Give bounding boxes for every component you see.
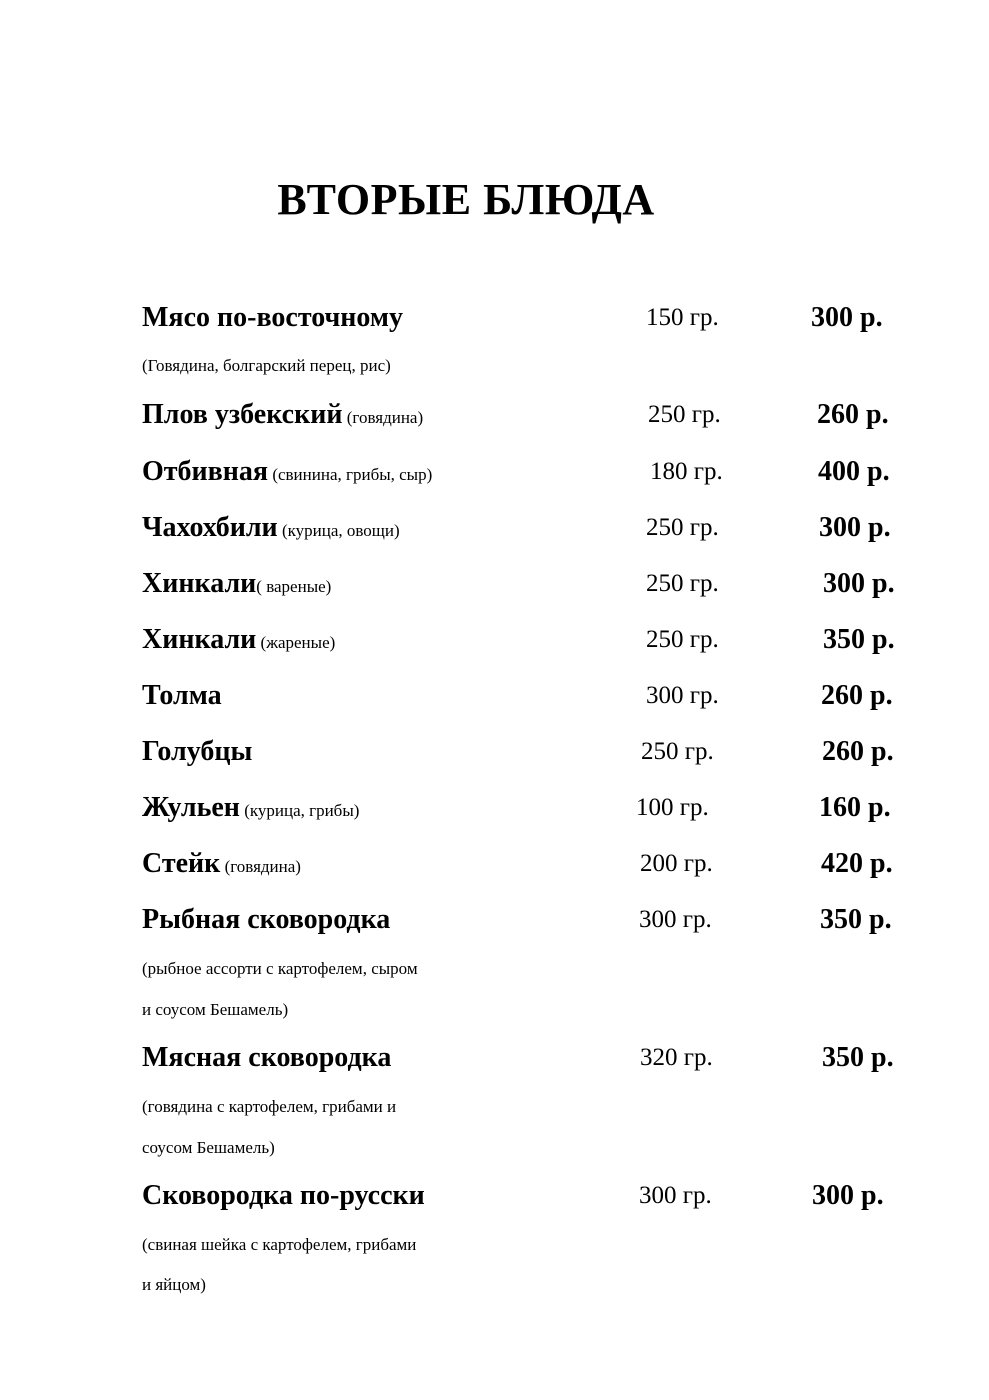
dish-note: (жареные) bbox=[256, 633, 336, 652]
dish-price: 350 р. bbox=[822, 1042, 894, 1073]
page-title: ВТОРЫЕ БЛЮДА bbox=[277, 175, 655, 224]
dish-name: Чахохбили (курица, овощи) bbox=[142, 512, 400, 543]
dish-weight: 300 гр. bbox=[639, 906, 712, 933]
dish-note: (курица, грибы) bbox=[239, 801, 360, 820]
dish-description: (свиная шейка с картофелем, грибами bbox=[142, 1235, 417, 1254]
dish-description: (Говядина, болгарский перец, рис) bbox=[142, 356, 391, 375]
dish-price: 260 р. bbox=[817, 399, 889, 430]
dish-description: (говядина с картофелем, грибами и bbox=[142, 1097, 397, 1116]
dish-name: Отбивная (свинина, грибы, сыр) bbox=[142, 456, 433, 487]
dish-description: и соусом Бешамель) bbox=[142, 1000, 289, 1019]
dish-description: (рыбное ассорти с картофелем, сыром bbox=[142, 959, 418, 978]
dish-price: 300 р. bbox=[812, 1180, 884, 1211]
menu-item bbox=[0, 788, 989, 828]
dish-name: Хинкали (жареные) bbox=[142, 624, 336, 655]
dish-weight: 200 гр. bbox=[640, 850, 713, 877]
dish-name: Толма bbox=[142, 680, 222, 711]
dish-weight: 150 гр. bbox=[646, 304, 719, 331]
menu-item bbox=[0, 395, 989, 435]
dish-price: 300 р. bbox=[819, 512, 891, 543]
menu-item bbox=[0, 508, 989, 548]
dish-name: Плов узбекский (говядина) bbox=[142, 399, 424, 430]
dish-weight: 250 гр. bbox=[646, 514, 719, 541]
dish-price: 420 р. bbox=[821, 848, 893, 879]
menu-item bbox=[0, 620, 989, 660]
dish-weight: 250 гр. bbox=[646, 570, 719, 597]
dish-weight: 320 гр. bbox=[640, 1044, 713, 1071]
dish-weight: 250 гр. bbox=[641, 738, 714, 765]
dish-description: соусом Бешамель) bbox=[142, 1138, 275, 1157]
dish-weight: 250 гр. bbox=[646, 626, 719, 653]
menu-item bbox=[0, 676, 989, 716]
dish-description: и яйцом) bbox=[142, 1275, 206, 1294]
menu-item bbox=[0, 1038, 989, 1078]
dish-weight: 300 гр. bbox=[646, 682, 719, 709]
dish-weight: 100 гр. bbox=[636, 794, 709, 821]
dish-price: 400 р. bbox=[818, 456, 890, 487]
dish-note: (свинина, грибы, сыр) bbox=[268, 465, 433, 484]
menu-item bbox=[0, 452, 989, 492]
menu-item bbox=[0, 1176, 989, 1216]
menu-item bbox=[0, 564, 989, 604]
menu-item bbox=[0, 900, 989, 940]
dish-name: Стейк (говядина) bbox=[142, 848, 301, 879]
dish-weight: 250 гр. bbox=[648, 401, 721, 428]
dish-weight: 180 гр. bbox=[650, 458, 723, 485]
dish-price: 350 р. bbox=[823, 624, 895, 655]
menu-item bbox=[0, 732, 989, 772]
dish-price: 300 р. bbox=[823, 568, 895, 599]
menu-item bbox=[0, 298, 989, 338]
dish-name: Жульен (курица, грибы) bbox=[142, 792, 360, 823]
dish-name: Мясо по-восточному bbox=[142, 302, 403, 333]
dish-note: (говядина) bbox=[220, 857, 301, 876]
dish-weight: 300 гр. bbox=[639, 1182, 712, 1209]
dish-note: ( вареные) bbox=[256, 577, 332, 596]
dish-note: (курица, овощи) bbox=[277, 521, 400, 540]
dish-name: Голубцы bbox=[142, 736, 253, 767]
dish-name: Сковородка по-русски bbox=[142, 1180, 425, 1211]
dish-name: Рыбная сковородка bbox=[142, 904, 391, 935]
dish-name: Мясная сковородка bbox=[142, 1042, 392, 1073]
dish-price: 350 р. bbox=[820, 904, 892, 935]
dish-price: 160 р. bbox=[819, 792, 891, 823]
dish-name: Хинкали( вареные) bbox=[142, 568, 332, 599]
dish-price: 260 р. bbox=[821, 680, 893, 711]
dish-price: 260 р. bbox=[822, 736, 894, 767]
dish-price: 300 р. bbox=[811, 302, 883, 333]
menu-item bbox=[0, 844, 989, 884]
dish-note: (говядина) bbox=[342, 408, 424, 427]
